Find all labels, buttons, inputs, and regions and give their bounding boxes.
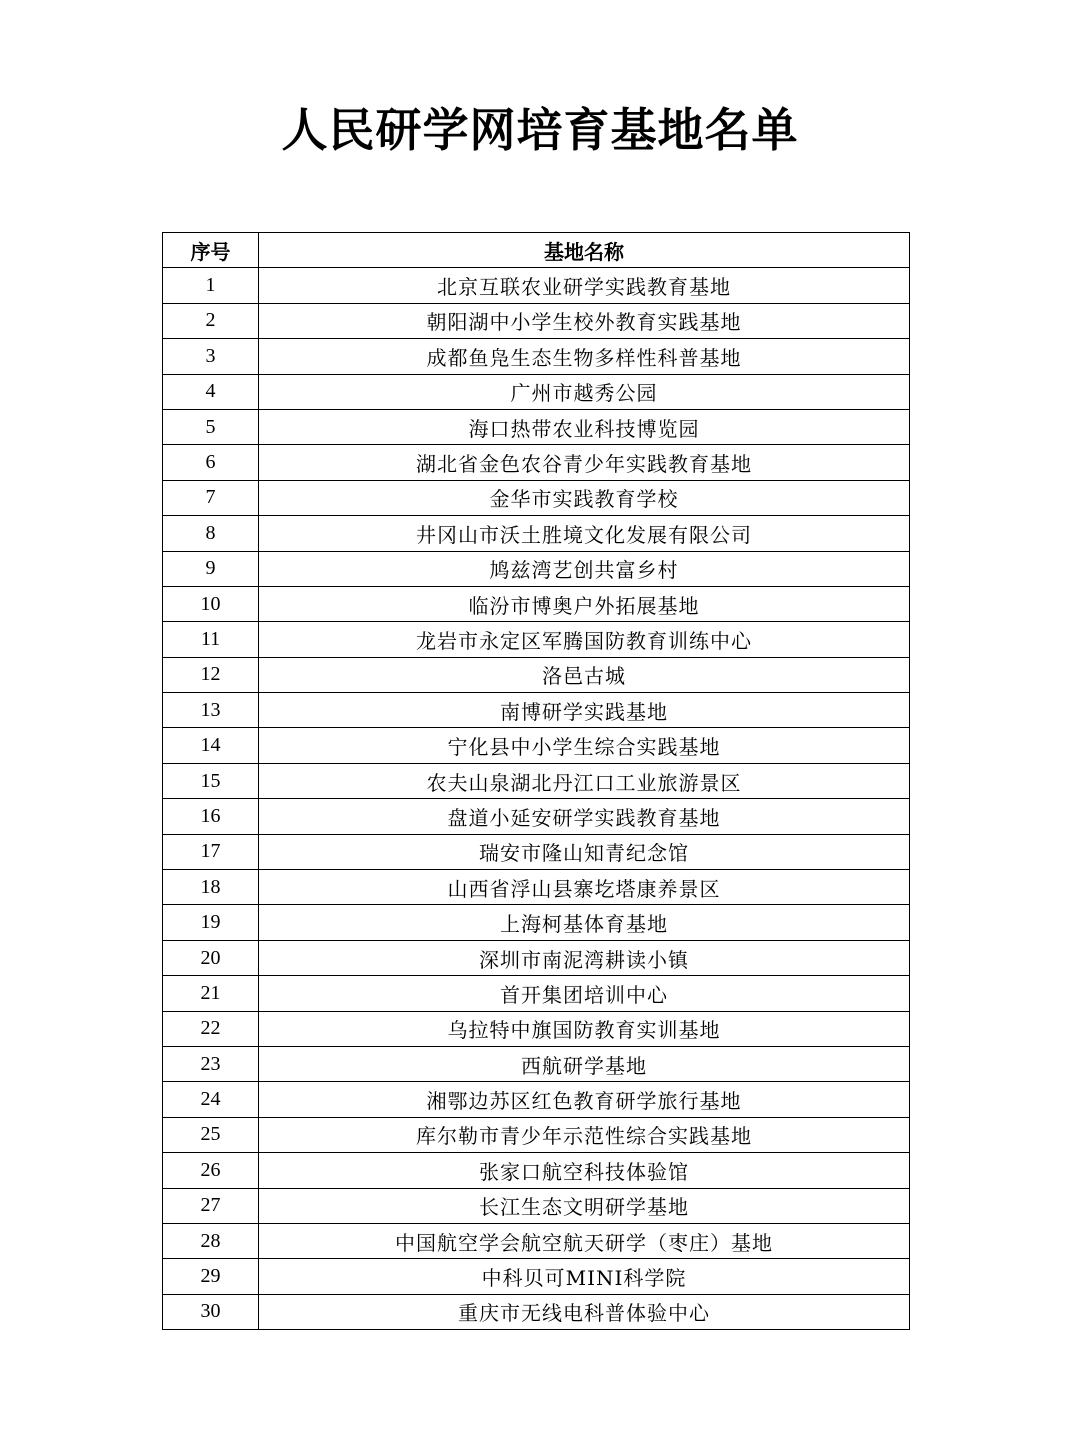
row-number: 21 (163, 976, 259, 1011)
base-name: 库尔勒市青少年示范性综合实践基地 (259, 1117, 910, 1152)
table-body (163, 268, 910, 1330)
row-number: 24 (163, 1082, 259, 1117)
row-number: 14 (163, 728, 259, 763)
row-number: 1 (163, 268, 259, 303)
row-number: 18 (163, 870, 259, 905)
row-number: 27 (163, 1188, 259, 1223)
row-number: 7 (163, 480, 259, 515)
row-number: 23 (163, 1046, 259, 1081)
row-number: 16 (163, 799, 259, 834)
base-name: 乌拉特中旗国防教育实训基地 (259, 1011, 910, 1046)
base-name: 西航研学基地 (259, 1046, 910, 1081)
row-number: 10 (163, 586, 259, 621)
document-title: 人民研学网培育基地名单 (281, 103, 799, 157)
row-number: 4 (163, 374, 259, 409)
table-header-row (163, 233, 910, 268)
row-number: 22 (163, 1011, 259, 1046)
table-row (163, 1082, 910, 1117)
table-row (163, 339, 910, 374)
base-name: 宁化县中小学生综合实践基地 (259, 728, 910, 763)
table-row (163, 622, 910, 657)
table-row (163, 516, 910, 551)
row-number: 29 (163, 1259, 259, 1294)
row-number: 9 (163, 551, 259, 586)
table-row (163, 268, 910, 303)
base-name: 中科贝可MINI科学院 (259, 1259, 910, 1294)
base-name: 张家口航空科技体验馆 (259, 1153, 910, 1188)
base-name: 重庆市无线电科普体验中心 (259, 1294, 910, 1329)
table-row (163, 445, 910, 480)
base-name: 北京互联农业研学实践教育基地 (259, 268, 910, 303)
table-row (163, 1223, 910, 1258)
base-name: 金华市实践教育学校 (259, 480, 910, 515)
base-name: 中国航空学会航空航天研学（枣庄）基地 (259, 1223, 910, 1258)
base-name: 深圳市南泥湾耕读小镇 (259, 940, 910, 975)
row-number: 11 (163, 622, 259, 657)
base-name: 鸠兹湾艺创共富乡村 (259, 551, 910, 586)
base-name: 井冈山市沃土胜境文化发展有限公司 (259, 516, 910, 551)
table-row (163, 374, 910, 409)
row-number: 20 (163, 940, 259, 975)
row-number: 6 (163, 445, 259, 480)
table-row (163, 303, 910, 338)
base-name: 山西省浮山县寨圪塔康养景区 (259, 870, 910, 905)
row-number: 17 (163, 834, 259, 869)
table-row (163, 905, 910, 940)
base-name: 上海柯基体育基地 (259, 905, 910, 940)
row-number: 30 (163, 1294, 259, 1329)
table-row (163, 870, 910, 905)
row-number: 5 (163, 409, 259, 444)
table-row (163, 940, 910, 975)
row-number: 26 (163, 1153, 259, 1188)
row-number: 25 (163, 1117, 259, 1152)
base-name: 首开集团培训中心 (259, 976, 910, 1011)
row-number: 15 (163, 763, 259, 798)
table-row (163, 763, 910, 798)
base-name: 广州市越秀公园 (259, 374, 910, 409)
header-base-name: 基地名称 (259, 233, 910, 268)
table-row (163, 551, 910, 586)
row-number: 8 (163, 516, 259, 551)
row-number: 19 (163, 905, 259, 940)
row-number: 12 (163, 657, 259, 692)
header-number: 序号 (163, 233, 259, 268)
table-row (163, 1117, 910, 1152)
table-row (163, 1188, 910, 1223)
base-name: 盘道小延安研学实践教育基地 (259, 799, 910, 834)
table-row (163, 1294, 910, 1329)
table-row (163, 976, 910, 1011)
base-name: 农夫山泉湖北丹江口工业旅游景区 (259, 763, 910, 798)
row-number: 13 (163, 693, 259, 728)
table-row (163, 693, 910, 728)
table-row (163, 834, 910, 869)
row-number: 28 (163, 1223, 259, 1258)
table-row (163, 657, 910, 692)
base-name: 龙岩市永定区军腾国防教育训练中心 (259, 622, 910, 657)
base-list-table (162, 232, 910, 1330)
base-name: 长江生态文明研学基地 (259, 1188, 910, 1223)
table-row (163, 1259, 910, 1294)
base-name: 临汾市博奥户外拓展基地 (259, 586, 910, 621)
table-row (163, 728, 910, 763)
base-name: 南博研学实践基地 (259, 693, 910, 728)
row-number: 3 (163, 339, 259, 374)
table-row (163, 586, 910, 621)
table-row (163, 799, 910, 834)
row-number: 2 (163, 303, 259, 338)
base-name: 海口热带农业科技博览园 (259, 409, 910, 444)
table-row (163, 409, 910, 444)
base-name: 湖北省金色农谷青少年实践教育基地 (259, 445, 910, 480)
table-row (163, 480, 910, 515)
base-name: 成都鱼凫生态生物多样性科普基地 (259, 339, 910, 374)
table-row (163, 1011, 910, 1046)
table-row (163, 1046, 910, 1081)
base-name: 瑞安市隆山知青纪念馆 (259, 834, 910, 869)
base-name: 朝阳湖中小学生校外教育实践基地 (259, 303, 910, 338)
base-name: 湘鄂边苏区红色教育研学旅行基地 (259, 1082, 910, 1117)
table-row (163, 1153, 910, 1188)
base-name: 洛邑古城 (259, 657, 910, 692)
